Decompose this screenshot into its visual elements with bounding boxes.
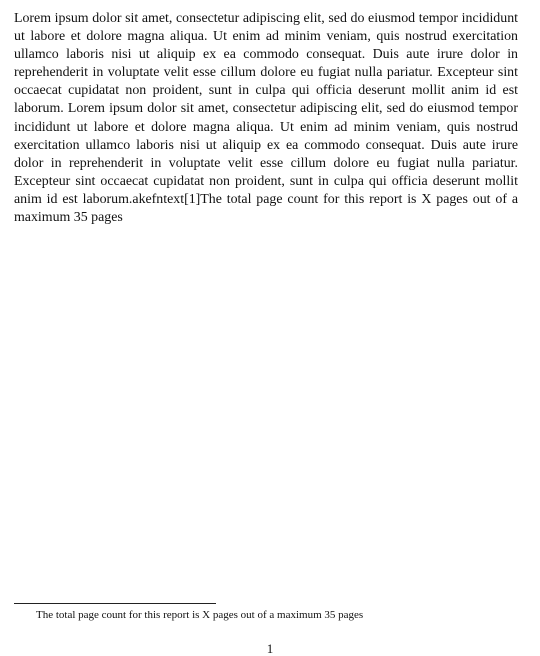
body-paragraph: Lorem ipsum dolor sit amet, consectetur adipiscing elit, sed do eiusmod tempor incididunt ut labore et dolore magna aliqua. Ut enim ad minim veniam, quis nostrud exercitation ullamco laboris nisi ut aliquip ex ea commodo consequat. Duis aute irure dolor in reprehenderit in voluptate velit esse cillum dolore eu fugiat nulla pariatur. Excepteur sint occaecat cupidatat non proident, sunt in culpa qui officia deserunt mollit anim id est laborum. Lorem ipsum dolor sit amet, consectetur adipiscing elit, sed do eiusmod tempor incididunt ut labore et dolore magna aliqua. Ut enim ad minim veniam, quis nostrud exercitation ullamco laboris nisi ut aliquip ex ea commodo consequat. Duis aute irure dolor in reprehenderit in voluptate velit esse cillum dolore eu fugiat nulla pariatur. Excepteur sint occaecat cupidatat non proident, sunt in culpa qui officia deserunt mollit anim id est laborum.akefntext[1]The total page count for this report is X pages out of a maximum 35 pages bbox=[14, 11, 518, 226]
footnote-separator bbox=[14, 603, 216, 604]
page-number: 1 bbox=[266, 641, 274, 656]
footnote-text: The total page count for this report is X pages out of a maximum 35 pages bbox=[36, 609, 364, 621]
